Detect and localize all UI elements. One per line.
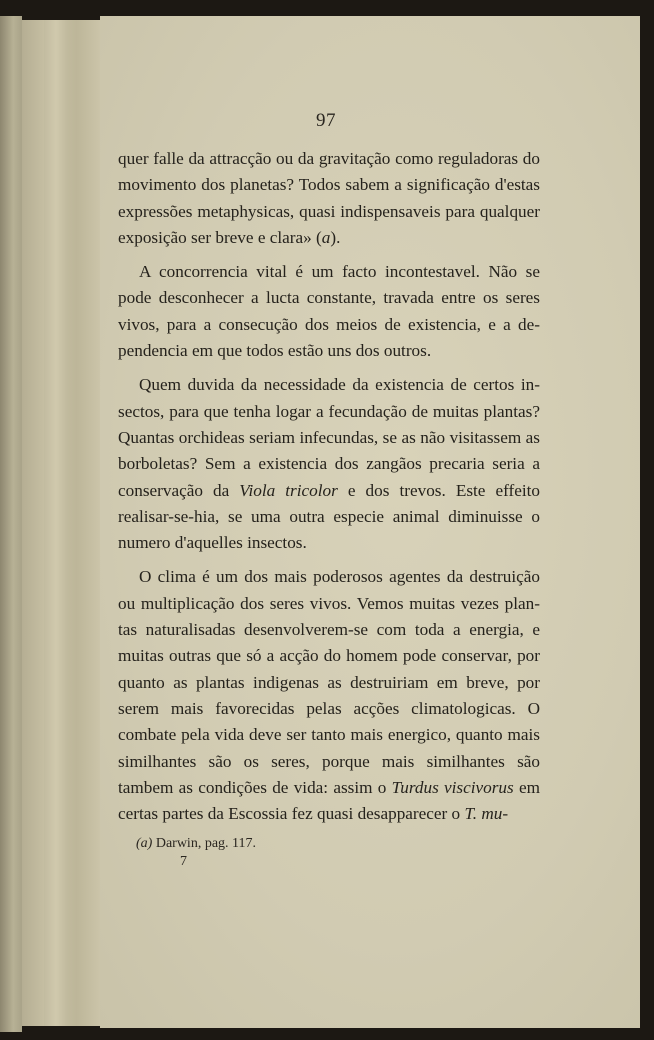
text-segment: ). [330, 227, 341, 247]
paragraph [118, 372, 540, 556]
paragraph [118, 146, 540, 251]
gutter-strip [44, 20, 68, 1026]
footnote-text: Darwin, pag. 117. [152, 836, 257, 851]
footnote-marker: (a) [136, 836, 153, 851]
text-segment: O clima é um dos mais poderosos agentes da destruição ou multiplicação dos seres vivos. Vemos muitas vezes plantas naturalisadas desenvolverem-se com toda a energia, e muitas outras que só a acção do homem pode conservar, por quanto as plantas indigenas as destruiriam em breve, por serem mais favorecidas pelas acções climatologicas. O combate pela vida deve ser tanto mais energico, quanto mais similhantes são os seres, porque mais similhantes são tambem as condições de vida: assim o [118, 567, 540, 797]
footnote [136, 834, 256, 853]
text-segment: quer falle da attracção ou da gravitação como reguladoras do movimento dos planetas? Todos sabem a significação d'estas expressões metaphysicas, quasi indispensaveis para qualquer exposição ser breve e clara» ( [118, 149, 540, 247]
italic-text: Viola tricolor [239, 480, 338, 500]
text-segment: e dos trevos. Este effeito realisar-se-hia, se uma outra especie animal diminuisse o numero d'aquelles insectos. [118, 480, 541, 553]
text-segment: em certas partes da Escossia fez quasi desapparecer o [118, 777, 540, 824]
paragraph [118, 564, 540, 827]
signature-mark: 7 [180, 854, 187, 869]
italic-text: Turdus viscivorus [391, 777, 514, 797]
page-number: 97 [316, 110, 336, 131]
left-page-edge [0, 16, 22, 1032]
body-text [118, 146, 540, 827]
text-segment: A concorrencia vital é um facto incontestavel. Não se pode desconhecer a lucta constante, travada entre os seres vivos, para a consecução dos meios de existencia, e a dependencia em que todos estão uns dos outros. [118, 262, 540, 361]
italic-text: T. mu- [464, 804, 509, 824]
book-page [100, 16, 640, 1028]
paragraph [118, 259, 540, 364]
text-segment: Quem duvida da necessidade da existencia de certos insectos, para que tenha logar a fecundação de muitas plantas? Quantas orchideas seriam infecundas, se as não visitassem as borboletas? Sem a existencia dos zangãos precaria seria a conservação da [118, 375, 540, 500]
italic-text: a [321, 227, 331, 247]
